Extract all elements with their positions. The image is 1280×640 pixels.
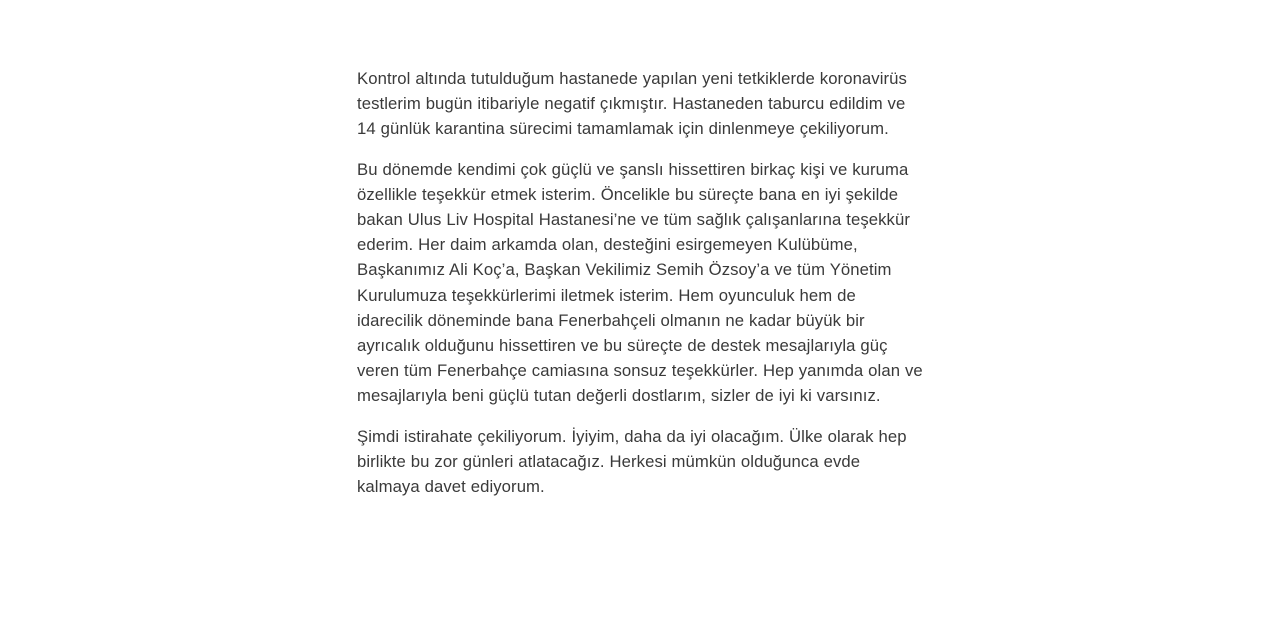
document-text-column xyxy=(357,66,923,499)
paragraph-1: Kontrol altında tutulduğum hastanede yapılan yeni tetkiklerde koronavirüs testlerim bugün itibariyle negatif çıkmıştır. Hastaneden taburcu edildim ve 14 günlük karantina sürecimi tamamlamak için dinlenmeye çekiliyorum. xyxy=(357,69,907,139)
paragraph-2: Bu dönemde kendimi çok güçlü ve şanslı hissettiren birkaç kişi ve kuruma özellikle teşekkür etmek isterim. Öncelikle bu süreçte bana en iyi şekilde bakan Ulus Liv Hospital Hastanesi’ne ve tüm sağlık çalışanlarına teşekkür ederim. Her daim arkamda olan, desteğini esirgemeyen Kulübüme, Başkanımız Ali Koç’a, Başkan Vekilimiz Semih Özsoy’a ve tüm Yönetim Kurulumuza teşekkürlerimi iletmek isterim. Hem oyunculuk hem de idarecilik döneminde bana Fenerbahçeli olmanın ne kadar büyük bir ayrıcalık olduğunu hissettiren ve bu süreçte de destek mesajlarıyla güç veren tüm Fenerbahçe camiasına sonsuz teşekkürler. Hep yanımda olan ve mesajlarıyla beni güçlü tutan değerli dostlarım, sizler de iyi ki varsınız. xyxy=(357,159,923,406)
paragraph-3: Şimdi istirahate çekiliyorum. İyiyim, daha da iyi olacağım. Ülke olarak hep birlikte bu zor günleri atlatacağız. Herkesi mümkün olduğunca evde kalmaya davet ediyorum. xyxy=(357,426,907,497)
